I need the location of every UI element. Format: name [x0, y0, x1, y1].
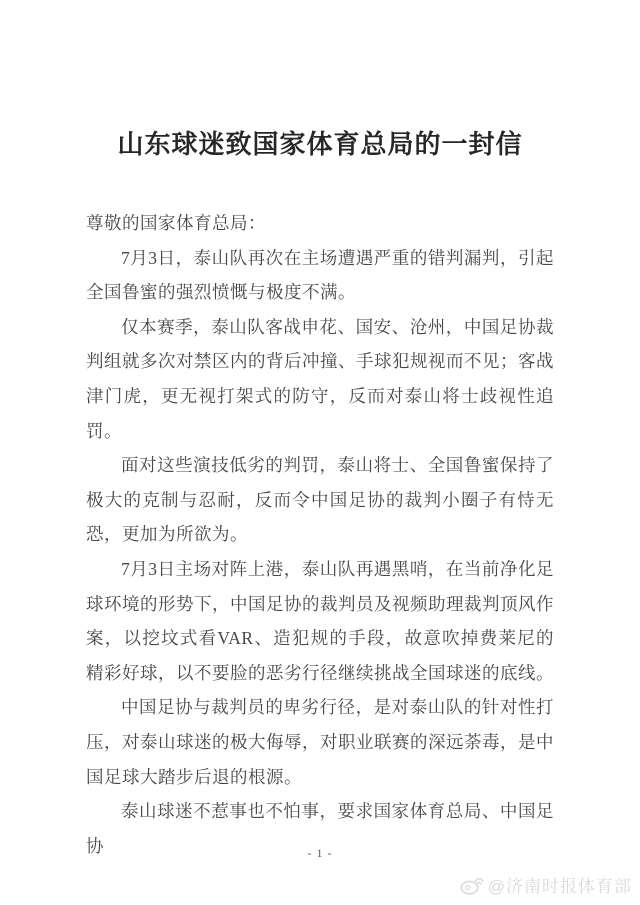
paragraph: 泰山球迷不惹事也不怕事，要求国家体育总局、中国足协 — [86, 801, 554, 856]
watermark — [460, 872, 632, 897]
paragraph: 7月3日主场对阵上港，泰山队再遇黑哨，在当前净化足球环境的形势下，中国足协的裁判员及视频助理裁判顶风作案，以挖坟式看VAR、造犯规的手段，故意吹掉费莱尼的精彩好球，以不要脸的恶劣行径继续挑战全国球迷的底线。 — [86, 558, 554, 683]
letter-body — [86, 206, 554, 863]
paragraph: 面对这些演技低劣的判罚，泰山将士、全国鲁蜜保持了极大的克制与忍耐，反而令中国足协的裁判小圈子有恃无恐，更加为所欲为。 — [86, 455, 554, 545]
salutation: 尊敬的国家体育总局： — [86, 213, 266, 233]
paragraph: 7月3日，泰山队再次在主场遭遇严重的错判漏判，引起全国鲁蜜的强烈愤慨与极度不满。 — [86, 247, 554, 303]
watermark-text: @济南时报体育部 — [487, 877, 632, 896]
paragraph: 仅本赛季，泰山队客战申花、国安、沧州，中国足协裁判组就多次对禁区内的背后冲撞、手球犯规视而不见；客战津门虎，更无视打架式的防守，反而对泰山将士歧视性追罚。 — [86, 316, 554, 441]
page-number: - 1 - — [307, 846, 333, 860]
paragraph: 中国足协与裁判员的卑劣行径，是对泰山队的针对性打压，对泰山球迷的极大侮辱，对职业联赛的深远荼毒，是中国足球大踏步后退的根源。 — [86, 697, 554, 787]
weibo-icon — [460, 875, 484, 895]
letter-title: 山东球迷致国家体育总局的一封信 — [117, 130, 523, 159]
